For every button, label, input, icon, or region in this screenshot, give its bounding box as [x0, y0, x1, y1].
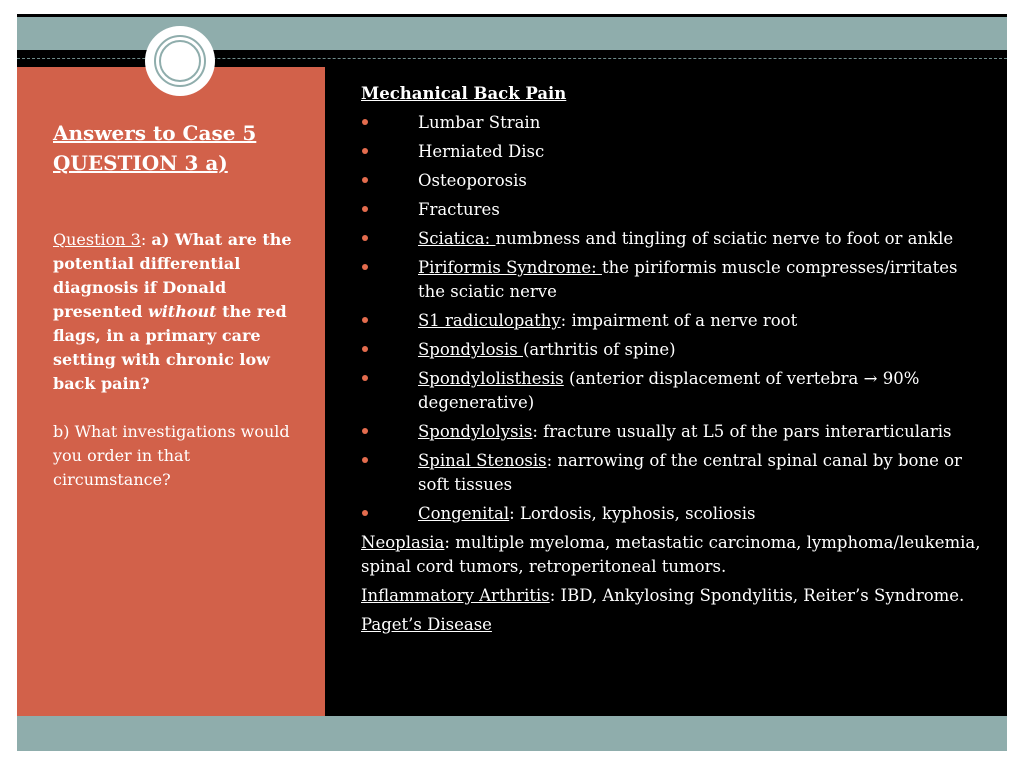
- paragraph: [361, 613, 981, 637]
- circle-logo-ring-inner: [159, 40, 201, 82]
- paragraph-term: Paget’s Disease: [361, 615, 492, 634]
- bullet-dot-icon: [362, 346, 368, 352]
- bullet-dot-icon: [362, 510, 368, 516]
- circle-logo-icon: [145, 26, 215, 96]
- slide-title: Answers to Case 5 QUESTION 3 a): [53, 121, 257, 175]
- bullet-dot-icon: [362, 428, 368, 434]
- list-item-text: : narrowing of the central spinal canal by bone or soft tissues: [418, 451, 962, 494]
- list-item: [361, 256, 981, 304]
- bullet-dot-icon: [362, 317, 368, 323]
- question-a: [53, 228, 303, 396]
- paragraph-term: Inflammatory Arthritis: [361, 586, 550, 605]
- list-item: [361, 502, 981, 526]
- list-item: [361, 338, 981, 362]
- paragraph: [361, 531, 981, 579]
- bullet-dot-icon: [362, 206, 368, 212]
- bullet-dot-icon: [362, 457, 368, 463]
- list-item-text: : fracture usually at L5 of the pars interarticularis: [532, 422, 952, 441]
- bullet-dot-icon: [362, 235, 368, 241]
- list-item-text: Osteoporosis: [418, 171, 527, 190]
- list-item-term: Piriformis Syndrome:: [418, 258, 602, 277]
- list-item-text: the piriformis muscle compresses/irritates the sciatic nerve: [418, 258, 958, 301]
- bullet-dot-icon: [362, 375, 368, 381]
- question-a-italic: without: [147, 302, 217, 321]
- bottom-band: [17, 716, 1007, 751]
- question-colon: :: [140, 230, 152, 249]
- list-item-text: Lumbar Strain: [418, 113, 541, 132]
- question-b: b) What investigations would you order in that circumstance?: [53, 422, 290, 489]
- list-item-text: numbness and tingling of sciatic nerve to foot or ankle: [495, 229, 954, 248]
- answer-content: [361, 82, 981, 642]
- paragraph-text: : IBD, Ankylosing Spondylitis, Reiter’s Syndrome.: [549, 586, 965, 605]
- list-item: [361, 367, 981, 415]
- list-item-text: : impairment of a nerve root: [560, 311, 798, 330]
- bullet-dot-icon: [362, 264, 368, 270]
- question-a-text-1: a) What are the potential differential diagnosis if Donald presented: [53, 230, 292, 321]
- paragraph: [361, 584, 981, 608]
- list-item-text: Herniated Disc: [418, 142, 545, 161]
- list-item: [361, 140, 981, 164]
- list-item-term: Sciatica:: [418, 229, 496, 248]
- section-heading: Mechanical Back Pain: [361, 84, 567, 103]
- paragraph-term: Neoplasia: [361, 533, 445, 552]
- list-item-text: (anterior displacement of vertebra → 90% degenerative): [418, 369, 920, 412]
- list-item-text: : Lordosis, kyphosis, scoliosis: [509, 504, 756, 523]
- paragraph-text: : multiple myeloma, metastatic carcinoma, lymphoma/leukemia, spinal cord tumors, retroperitoneal tumors.: [361, 533, 981, 576]
- bullet-dot-icon: [362, 119, 368, 125]
- list-item: [361, 420, 981, 444]
- question-label: Question 3: [53, 230, 141, 249]
- question-block: [53, 228, 303, 492]
- list-item-term: Spondylosis: [418, 340, 523, 359]
- question-a-text-2: the red flags, in a primary care setting with chronic low back pain?: [53, 302, 287, 393]
- list-item-text: (arthritis of spine): [522, 340, 676, 359]
- list-item-term: S1 radiculopathy: [418, 311, 561, 330]
- bullet-dot-icon: [362, 148, 368, 154]
- bullet-list: [361, 111, 981, 526]
- list-item: [361, 169, 981, 193]
- list-item-text: Fractures: [418, 200, 500, 219]
- list-item: [361, 227, 981, 251]
- paragraph-list: [361, 531, 981, 637]
- list-item-term: Spinal Stenosis: [418, 451, 547, 470]
- list-item: [361, 309, 981, 333]
- list-item: [361, 198, 981, 222]
- bullet-dot-icon: [362, 177, 368, 183]
- list-item: [361, 111, 981, 135]
- list-item: [361, 449, 981, 497]
- list-item-term: Spondylolisthesis: [418, 369, 564, 388]
- list-item-term: Congenital: [418, 504, 510, 523]
- list-item-term: Spondylolysis: [418, 422, 533, 441]
